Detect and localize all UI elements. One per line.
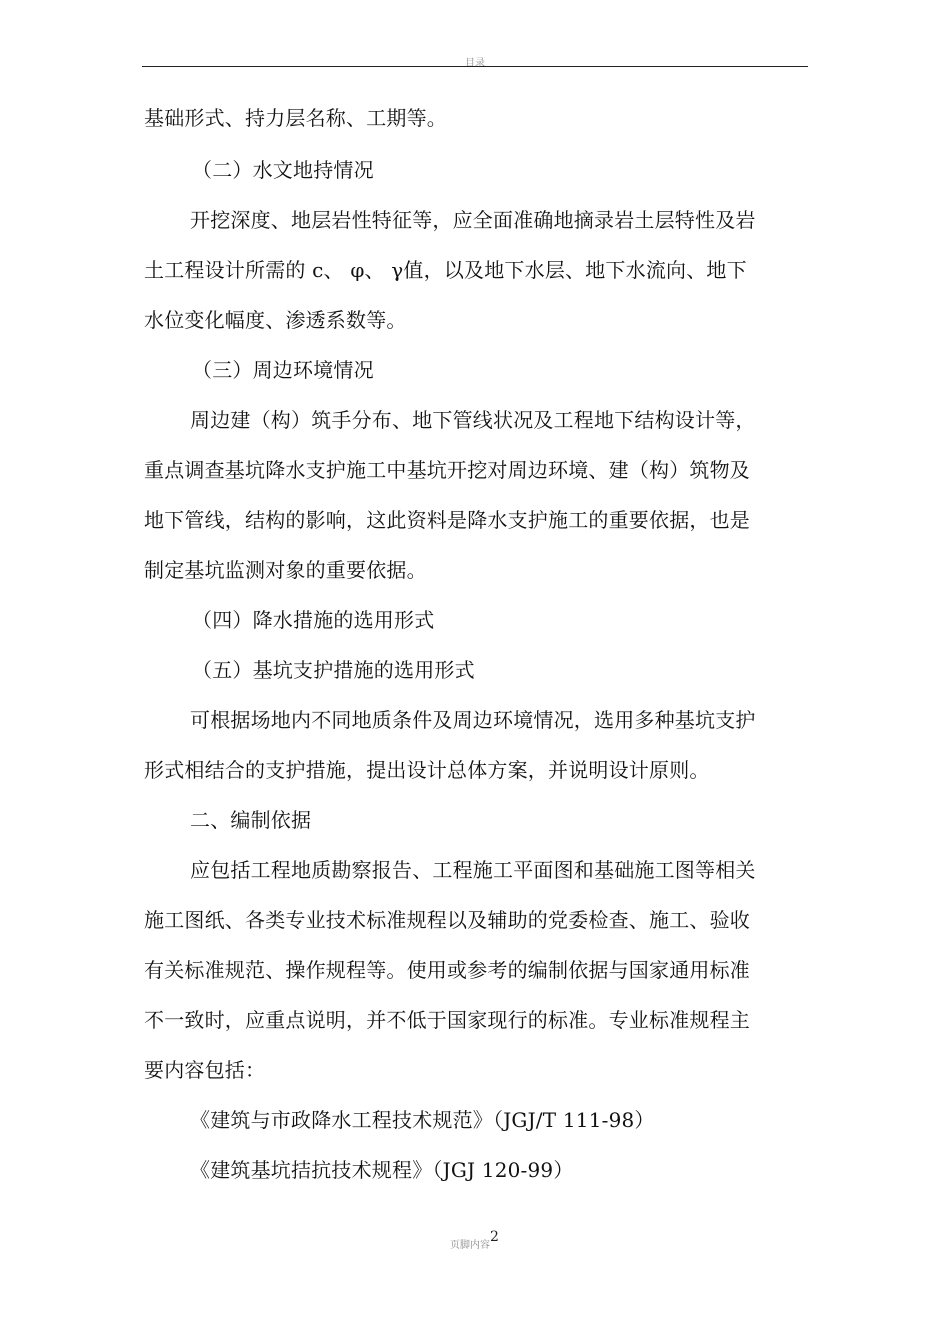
section-heading: （二）水文地持情况 <box>192 158 374 182</box>
section-heading: 二、编制依据 <box>190 808 312 832</box>
section-heading: （三）周边环境情况 <box>192 358 374 382</box>
footer-label: 页脚内容 <box>450 1240 490 1251</box>
body-line: 要内容包括： <box>144 1058 266 1082</box>
body-line: 施工图纸、各类专业技术标准规程以及辅助的党委检查、施工、验收 <box>144 908 750 932</box>
page-footer <box>450 1229 499 1251</box>
body-line: 重点调查基坑降水支护施工中基坑开挖对周边环境、建（构）筑物及 <box>144 458 750 482</box>
body-line: 形式相结合的支护措施，提出设计总体方案，并说明设计原则。 <box>144 758 710 782</box>
page-number: 2 <box>490 1229 499 1245</box>
body-line: 不一致时，应重点说明，并不低于国家现行的标准。专业标准规程主 <box>144 1008 750 1032</box>
body-line: 地下管线，结构的影响，这此资料是降水支护施工的重要依据，也是 <box>144 508 750 532</box>
body-line: 开挖深度、地层岩性特征等，应全面准确地摘录岩土层特性及岩 <box>190 208 756 232</box>
body-line: 基础形式、持力层名称、工期等。 <box>144 106 447 130</box>
body-line: 可根据场地内不同地质条件及周边环境情况，选用多种基坑支护 <box>190 708 756 732</box>
header-text: 目录 <box>465 58 485 69</box>
section-heading: （五）基坑支护措施的选用形式 <box>192 658 475 682</box>
header-rule <box>142 66 808 67</box>
standard-reference: 《建筑基坑拮抗技术规程》（JGJ 120-99） <box>190 1158 574 1182</box>
section-heading: （四）降水措施的选用形式 <box>192 608 435 632</box>
standard-reference: 《建筑与市政降水工程技术规范》（JGJ/T 111-98） <box>190 1108 655 1132</box>
body-line: 应包括工程地质勘察报告、工程施工平面图和基础施工图等相关 <box>190 858 756 882</box>
body-line: 周边建（构）筑手分布、地下管线状况及工程地下结构设计等， <box>190 408 756 432</box>
body-line: 土工程设计所需的 c、 φ、 γ值，以及地下水层、地下水流向、地下 <box>144 258 747 282</box>
body-line: 水位变化幅度、渗透系数等。 <box>144 308 407 332</box>
body-line: 制定基坑监测对象的重要依据。 <box>144 558 427 582</box>
body-line: 有关标准规范、操作规程等。使用或参考的编制依据与国家通用标准 <box>144 958 750 982</box>
